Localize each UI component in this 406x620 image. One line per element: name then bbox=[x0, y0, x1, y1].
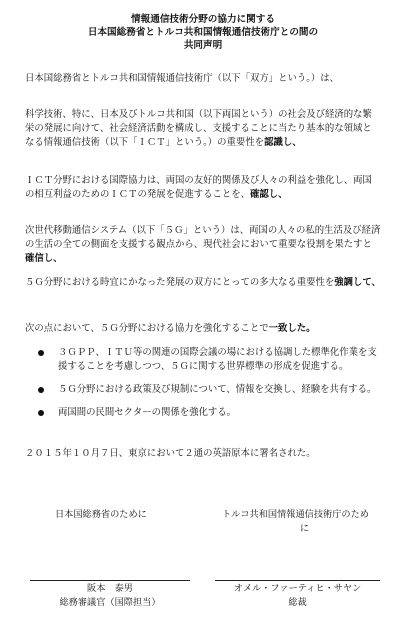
paragraph-conviction-verb: 確信し、 bbox=[25, 253, 63, 264]
title-line-1: 情報通信技術分野の協力に関する bbox=[131, 14, 275, 25]
paragraph-recognition-text: 科学技術、特に、日本及びトルコ共和国（以下両国という）の社会及び経済的な繁栄の発展に向けて、社会経済活動を構成し、支援することに当たり基本的な領域となる情報通信技術（以下「ＩＣＴ」という。）の重要性を bbox=[25, 109, 372, 148]
signature-right-heading-line-2: に bbox=[299, 523, 310, 534]
list-item-text: ５Ｇ分野における政策及び規制について、情報を交換し、経験を共有する。 bbox=[58, 384, 377, 395]
paragraph-confirmation-verb: 確認し、 bbox=[250, 189, 288, 200]
list-item bbox=[25, 406, 381, 420]
paragraph-emphasis-text: ５Ｇ分野における時宜にかなった発展の双方にとっての多大なる重要性を bbox=[25, 277, 335, 288]
list-item-text: ３ＧＰＰ、ＩＴＵ等の関連の国際会議の場における協調した標準化作業を支援することを考慮しつつ、５Ｇに関する世界標準の形成を促進する。 bbox=[58, 347, 377, 372]
title-line-2: 日本国総務省とトルコ共和国情報通信技術庁との間の bbox=[87, 27, 319, 38]
paragraph-agreement bbox=[25, 322, 381, 336]
bullet-dot-icon bbox=[38, 410, 44, 416]
list-item bbox=[25, 383, 381, 397]
signatory-right-title: 総裁 bbox=[288, 597, 307, 608]
list-item bbox=[25, 346, 381, 374]
paragraph-conviction bbox=[25, 224, 381, 266]
paragraph-emphasis bbox=[25, 276, 381, 290]
bullet-dot-icon bbox=[38, 350, 44, 356]
intro-paragraph: 日本国総務省とトルコ共和国情報通信技術庁（以下「双方」という。）は、 bbox=[25, 73, 340, 84]
signatory-left-name: 阪本 泰男 bbox=[87, 583, 133, 594]
signature-left-heading: 日本国総務省のために bbox=[55, 509, 147, 520]
paragraph-agreement-text: 次の点において、５Ｇ分野における協力を強化することで bbox=[25, 323, 269, 334]
signature-line-right bbox=[215, 580, 380, 581]
paragraph-emphasis-verb: 強調して、 bbox=[334, 277, 381, 288]
paragraph-recognition bbox=[25, 108, 381, 150]
paragraph-confirmation bbox=[25, 174, 381, 202]
signatory-left-title: 総務審議官（国際担当） bbox=[59, 597, 161, 608]
bullet-dot-icon bbox=[38, 387, 44, 393]
signatory-right-name: オメル・ファーティヒ・サヤン bbox=[233, 583, 362, 594]
paragraph-conviction-text: 次世代移動通信システム（以下「５Ｇ」という）は、両国の人々の私的生活及び経済の生活の全ての側面を支援する観点から、現代社会において重要な役割を果たすと bbox=[25, 225, 381, 250]
list-item-text: 両国間の民間セクターの関係を強化する。 bbox=[58, 407, 236, 418]
paragraph-confirmation-text: ＩＣＴ分野における国際協力は、両国の友好的関係及び人々の利益を強化し、両国の相互利益のためのＩＣＴの発展を促進することを、 bbox=[25, 175, 372, 200]
paragraph-recognition-verb: 認識し、 bbox=[264, 137, 302, 148]
signature-line-left bbox=[30, 580, 190, 581]
closing-statement: ２０１５年１０月７日、東京において２通の英語原本に署名された。 bbox=[25, 448, 316, 459]
title-line-3: 共同声明 bbox=[183, 40, 223, 51]
signature-right-heading-line-1: トルコ共和国情報通信技術庁のため bbox=[222, 509, 369, 520]
cooperation-points-list bbox=[25, 346, 381, 420]
paragraph-agreement-verb: 一致した。 bbox=[268, 323, 316, 334]
